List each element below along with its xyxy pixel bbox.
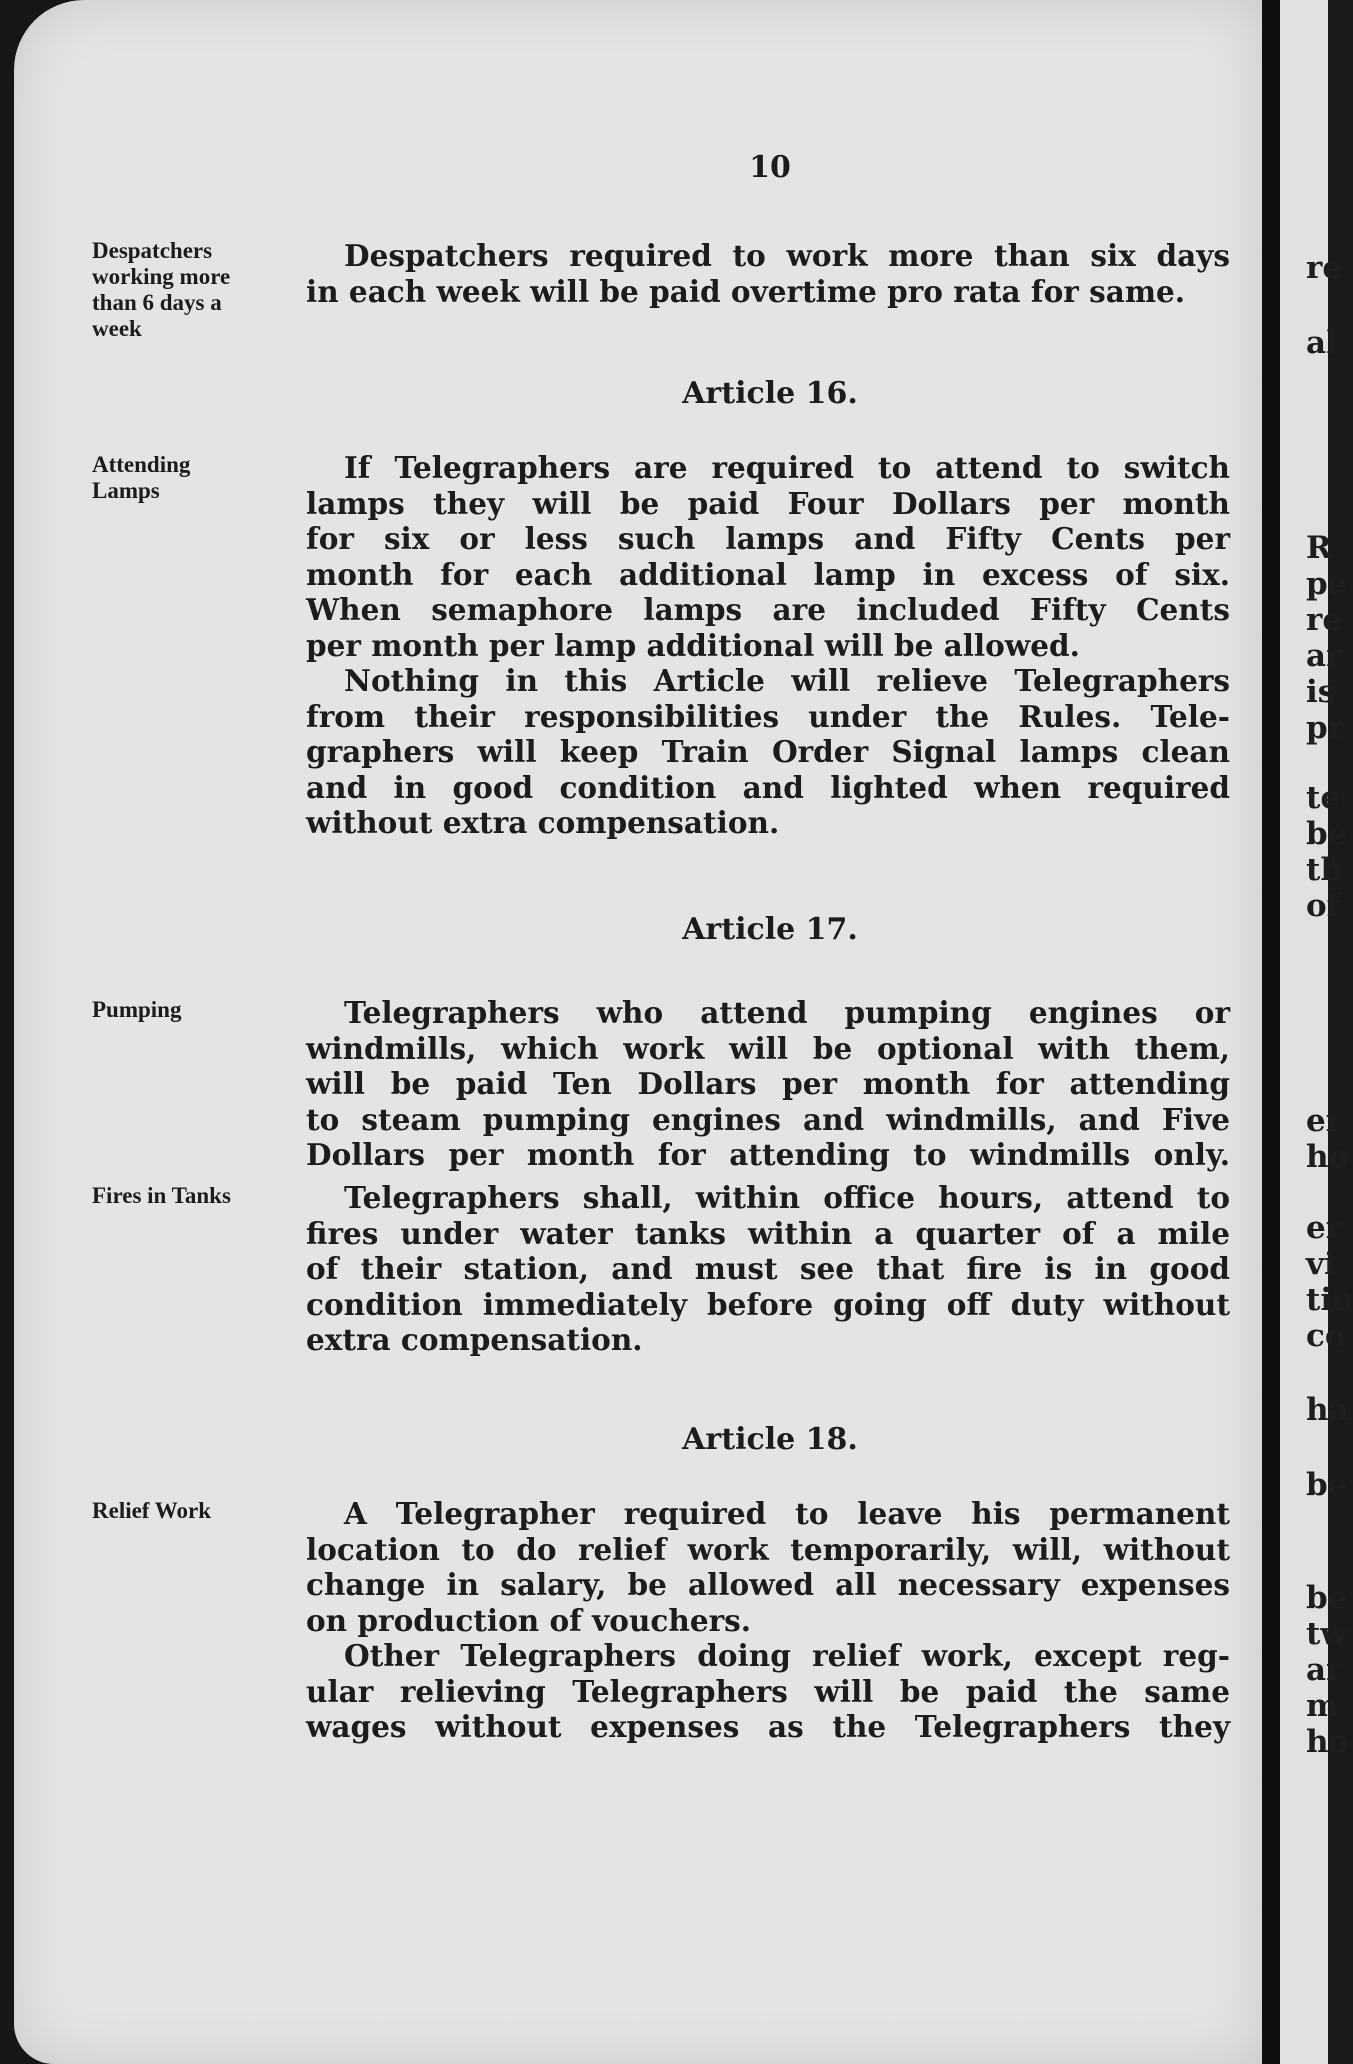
margin-note-despatchers: Despatchers working more than 6 days a week: [92, 238, 231, 341]
paragraph-relief-expenses: A Telegrapher required to leave his permanent location to do relief work temporarily, will, without change in salary, be allowed all necessary expenses on production of vouchers.: [306, 1496, 1230, 1638]
facing-page-fragment: te: [1306, 780, 1341, 816]
facing-page-fragment: th: [1306, 852, 1343, 888]
facing-page-fragment: be: [1306, 1467, 1348, 1503]
page-number: 10: [749, 150, 791, 185]
facing-page-fragment: al: [1306, 325, 1338, 361]
facing-page-fragment: ho: [1306, 1724, 1350, 1760]
facing-page-fragment: be: [1306, 1580, 1348, 1616]
paragraph-lamps-responsibilities: Nothing in this Article will relieve Telegraphers from their responsibilities under the Rules. Tele- graphers will keep Train Order Signal lamps clean and in good condition and lighted when required without extra compensation.: [306, 663, 1230, 840]
heading-article-18: Article 18.: [682, 1422, 858, 1457]
facing-page-fragment: m: [1306, 1688, 1339, 1724]
facing-page-fragment: be: [1306, 816, 1348, 852]
facing-page-fragment: co: [1306, 1318, 1346, 1354]
paragraph-pumping: Telegraphers who attend pumping engines or windmills, which work will be optional with them, will be paid Ten Dollars per month for attending to steam pumping engines and windmills, and Five Dollars per month for attending to windmills only.: [306, 995, 1230, 1172]
facing-page-fragment: ar: [1306, 638, 1343, 674]
paragraph-relief-wages: Other Telegraphers doing relief work, except reg- ular relieving Telegraphers will be paid the same wages without expenses as the Telegraphers they: [306, 1638, 1230, 1744]
facing-page-fragment: pe: [1306, 566, 1348, 602]
facing-page-fragment: ho: [1306, 1139, 1350, 1175]
facing-page-fragment: of: [1306, 888, 1341, 924]
facing-page-fragment: er: [1306, 1103, 1343, 1139]
margin-note-pumping: Pumping: [92, 997, 182, 1022]
margin-note-attending-lamps: Attending Lamps: [92, 452, 191, 503]
facing-page-fragment: tio: [1306, 1282, 1353, 1318]
heading-article-17: Article 17.: [682, 912, 858, 947]
paragraph-fires-in-tanks: Telegraphers shall, within office hours, attend to fires under water tanks within a quarter of a mile of their station, and must see that fire is in good condition immediately before going off duty without extra compensation.: [306, 1180, 1230, 1357]
margin-note-relief-work: Relief Work: [92, 1498, 212, 1523]
facing-page-fragment: tw: [1306, 1616, 1348, 1652]
book-gutter: [1262, 0, 1280, 2064]
facing-page-fragment: pr: [1306, 710, 1345, 746]
facing-page-fragment: re: [1306, 602, 1343, 638]
facing-page-fragment: is: [1306, 674, 1336, 710]
paragraph-lamps-pay: If Telegraphers are required to attend to switch lamps they will be paid Four Dollars per month for six or less such lamps and Fifty Cents per month for each additional lamp in excess of six. When semaphore lamps are included Fifty Cents per month per lamp additional will be allowed.: [306, 450, 1230, 663]
margin-note-fires-in-tanks: Fires in Tanks: [92, 1183, 231, 1208]
facing-page-edge: [1280, 0, 1353, 2064]
facing-page-fragment: re: [1306, 250, 1343, 286]
facing-page-fragment: vi: [1306, 1246, 1336, 1282]
heading-article-16: Article 16.: [682, 376, 858, 411]
facing-page-fragment: ar: [1306, 1652, 1343, 1688]
facing-page-fragment: er: [1306, 1210, 1343, 1246]
facing-page-fragment: ha: [1306, 1392, 1349, 1428]
paragraph-despatchers-overtime: Despatchers required to work more than six days in each week will be paid overtime pro rata for same.: [306, 238, 1230, 309]
facing-page-fragment: R: [1306, 530, 1332, 566]
